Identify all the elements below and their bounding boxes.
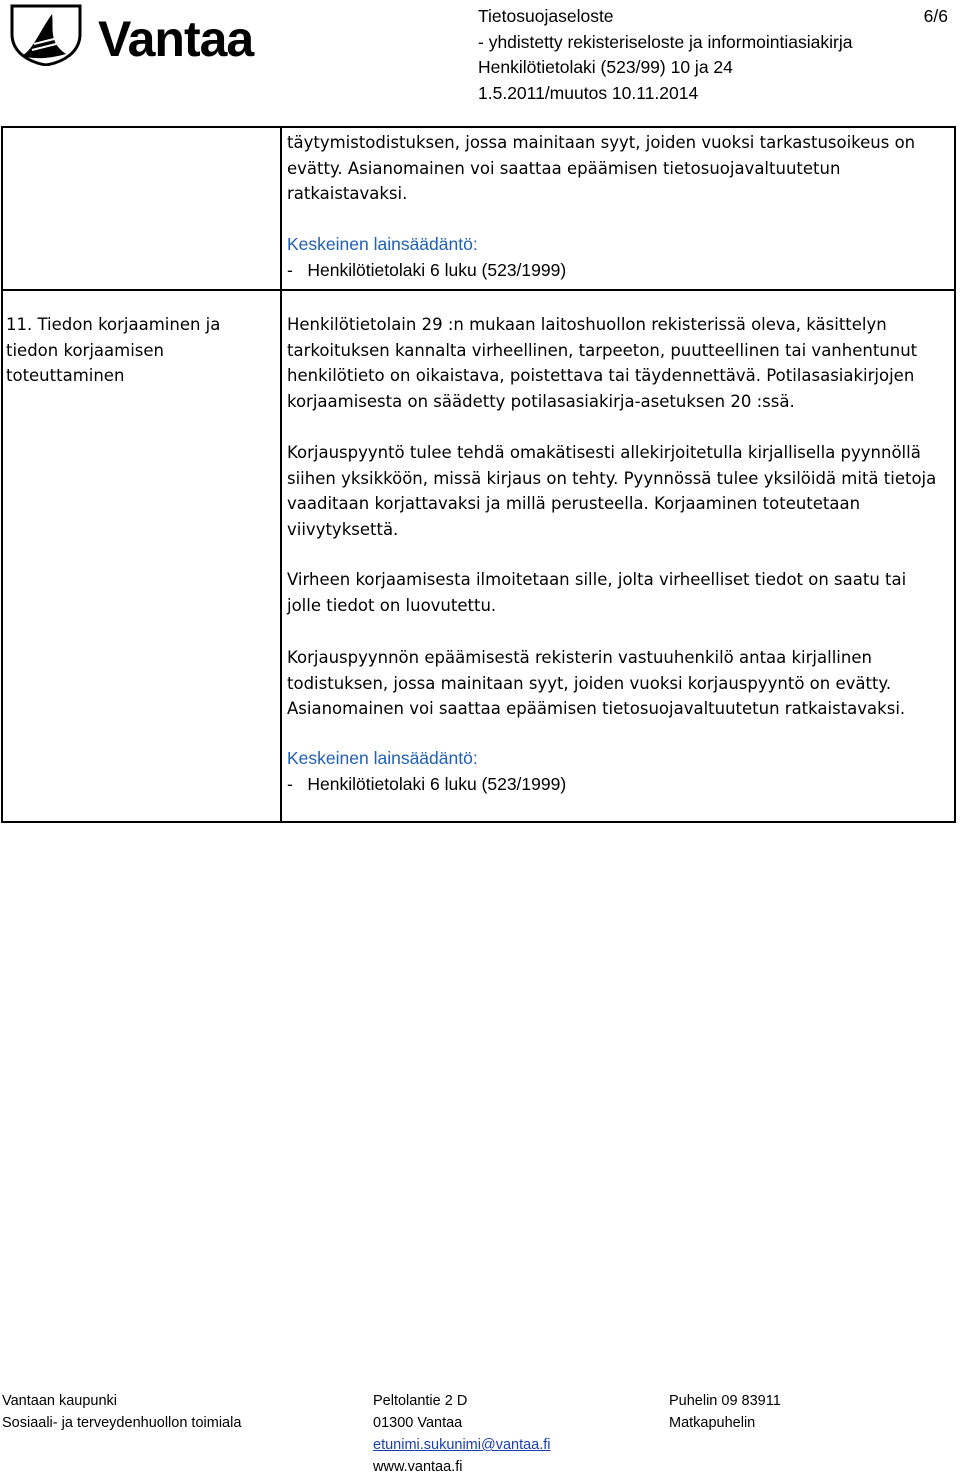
vantaa-logo bbox=[8, 4, 298, 66]
footer-email-link[interactable]: etunimi.sukunimi@vantaa.fi bbox=[373, 1437, 551, 1453]
coat-of-arms-icon bbox=[8, 4, 84, 66]
document-title: Tietosuojaseloste bbox=[478, 6, 614, 26]
footer-organization bbox=[2, 1390, 241, 1434]
section-11-paragraph-3: Virheen korjaamisesta ilmoitetaan sille, jolta virheelliset tiedot on saatu tai jolle tiedot on luovutettu. bbox=[287, 570, 907, 615]
footer-postal: 01300 Vantaa bbox=[373, 1415, 463, 1431]
footer-address bbox=[373, 1390, 551, 1478]
section-11-label: 11. Tiedon korjaaminen ja tiedon korjaamisen toteuttaminen bbox=[6, 315, 221, 386]
prev-law-heading: Keskeinen lainsäädäntö: bbox=[287, 234, 478, 254]
section-11-paragraph-1: Henkilötietolain 29 :n mukaan laitoshuollon rekisterissä oleva, käsittelyn tarkoituksen kannalta virheellinen, tarpeeton, puutteellinen tai vanhentunut henkilötieto on oikaistava, poistettava tai täydennettävä. Potilasasiakirjojen korjaamisesta on säädetty potilasasiakirja-asetuksen 20 :ssä. bbox=[287, 315, 918, 411]
footer-department: Sosiaali- ja terveydenhuollon toimiala bbox=[2, 1415, 242, 1431]
footer-website[interactable]: www.vantaa.fi bbox=[373, 1459, 463, 1475]
column-divider bbox=[280, 128, 282, 821]
footer-phone: Puhelin 09 83911 bbox=[669, 1393, 781, 1409]
footer-contact bbox=[669, 1390, 781, 1434]
section-11-law-item: - Henkilötietolaki 6 luku (523/1999) bbox=[287, 774, 567, 794]
footer-city: Vantaan kaupunki bbox=[2, 1393, 118, 1409]
page-number: 6/6 bbox=[923, 6, 948, 26]
law-reference: Henkilötietolaki (523/99) 10 ja 24 bbox=[478, 57, 733, 77]
document-header bbox=[478, 4, 948, 106]
document-subtitle: - yhdistetty rekisteriseloste ja informointiasiakirja bbox=[478, 31, 853, 52]
footer-mobile: Matkapuhelin bbox=[669, 1415, 756, 1431]
logo-wordmark: Vantaa bbox=[98, 11, 254, 67]
section-11-law-heading: Keskeinen lainsäädäntö: bbox=[287, 748, 478, 768]
footer-street: Peltolantie 2 D bbox=[373, 1393, 468, 1409]
section-11-paragraph-2: Korjauspyyntö tulee tehdä omakätisesti allekirjoitetulla kirjallisella pyynnöllä siihen yksikköön, missä kirjaus on tehty. Pyynnössä tulee yksilöidä mitä tietoja vaaditaan korjattavaksi ja millä perusteella. Korjaaminen toteutetaan viivytyksettä. bbox=[287, 443, 937, 539]
row-divider bbox=[3, 289, 954, 291]
prev-law-item: - Henkilötietolaki 6 luku (523/1999) bbox=[287, 260, 567, 280]
prev-section-text: täytymistodistuksen, jossa mainitaan syyt, joiden vuoksi tarkastusoikeus on evätty. Asianomainen voi saattaa epäämisen tietosuojavaltuutetun ratkaistavaksi. bbox=[287, 133, 916, 204]
section-11-paragraph-4: Korjauspyynnön epäämisestä rekisterin vastuuhenkilö antaa kirjallinen todistuksen, jossa mainitaan syyt, joiden vuoksi korjauspyyntö on evätty. Asianomainen voi saattaa epäämisen tietosuojavaltuutetun ratkaistavaksi. bbox=[287, 648, 906, 719]
document-date: 1.5.2011/muutos 10.11.2014 bbox=[478, 82, 699, 103]
